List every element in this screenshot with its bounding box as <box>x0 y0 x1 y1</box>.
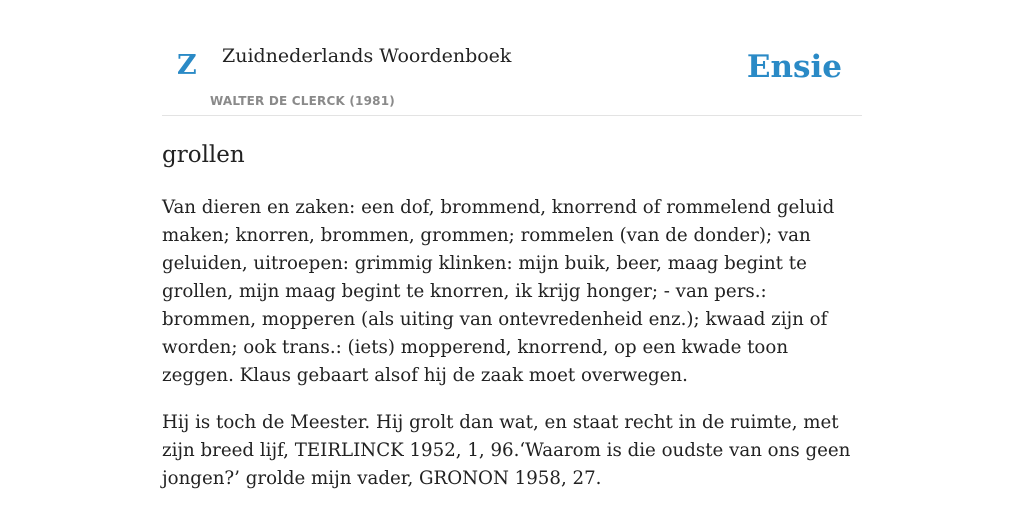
dictionary-title[interactable]: Zuidnederlands Woordenboek <box>222 45 512 67</box>
entry-definition-paragraph: Van dieren en zaken: een dof, brommend, knorrend of rommelend geluid maken; knorren, brommen, grommen; rommelen (van de donder); van geluiden, uitroepen: grimmig klinken: mijn buik, beer, maag begint te grollen, mijn maag begint te knorren, ik krijg honger; - van pers.: brommen, mopperen (als uiting van ontevredenheid enz.); kwaad zijn of worden; ook trans.: (iets) mopperend, knorrend, op een kwade toon zeggen. Klaus gebaart alsof hij de zaak moet overwegen. <box>162 196 835 386</box>
entry-headword: grollen <box>162 142 245 168</box>
page <box>162 0 862 493</box>
dictionary-header <box>162 0 862 116</box>
dictionary-logo-icon[interactable]: Z <box>177 50 197 81</box>
entry-example-paragraph: Hij is toch de Meester. Hij grolt dan wat, en staat recht in de ruimte, met zijn breed lijf, TEIRLINCK 1952, 1, 96.‘Waarom is die oudste van ons geen jongen?’ grolde mijn vader, GRONON 1958, 27. <box>162 411 851 489</box>
dictionary-author: WALTER DE CLERCK (1981) <box>210 94 395 108</box>
ensie-logo-link[interactable]: Ensie <box>746 49 842 85</box>
